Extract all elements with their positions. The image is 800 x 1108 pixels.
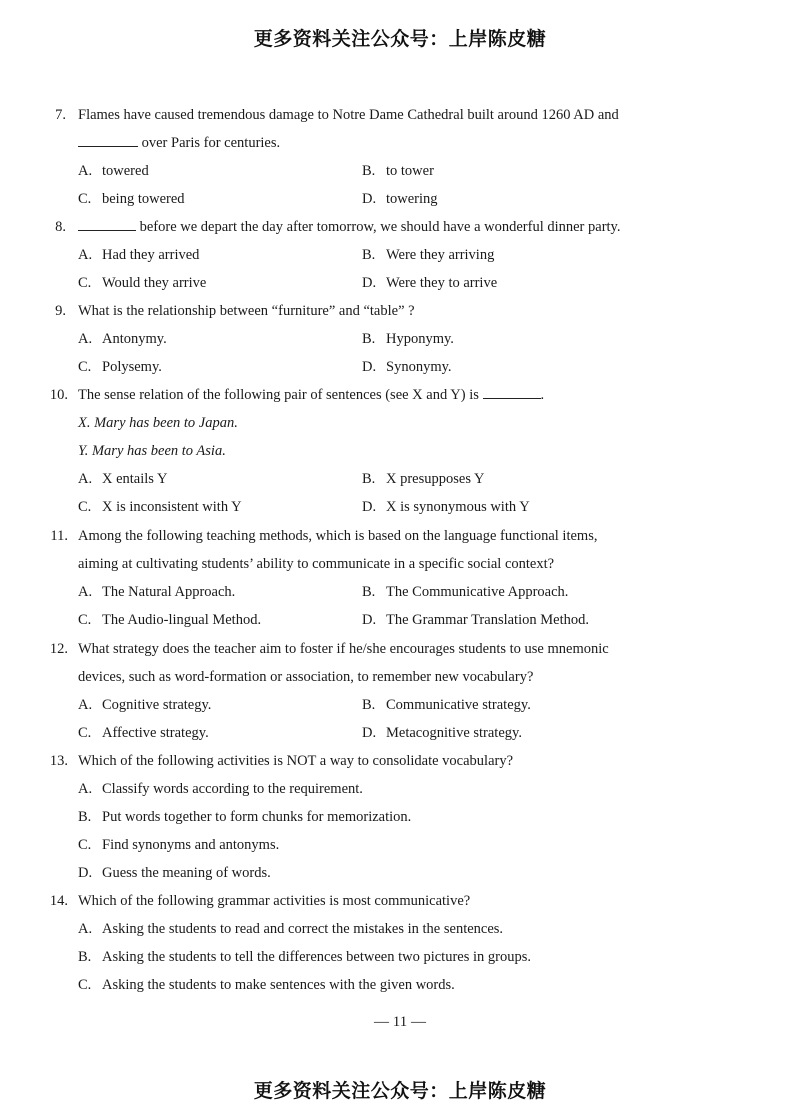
question-number: 7. <box>55 107 66 123</box>
option-b: B. Hyponymy. <box>362 331 454 347</box>
option-a: A. Antonymy. <box>78 331 167 347</box>
option-b: B. to tower <box>362 163 434 179</box>
question-stem: Flames have caused tremendous damage to Notre Dame Cathedral built around 1260 AD and <box>78 107 619 123</box>
option-b: B. Put words together to form chunks for memorization. <box>78 809 412 825</box>
option-d: D. The Grammar Translation Method. <box>362 612 589 628</box>
answer-blank <box>78 134 138 147</box>
option-d: D. Were they to arrive <box>362 275 498 291</box>
option-c: C. The Audio-lingual Method. <box>78 612 262 628</box>
question-stem: before we depart the day after tomorrow, we should have a wonderful dinner party. <box>78 218 621 236</box>
question-number: 14. <box>49 893 68 909</box>
question-stem-cont: aiming at cultivating students’ ability to communicate in a specific social context? <box>78 556 555 572</box>
option-c: C. Affective strategy. <box>78 725 209 741</box>
question-number: 10. <box>49 387 68 403</box>
option-b: B. Were they arriving <box>362 247 495 263</box>
answer-blank <box>483 386 541 399</box>
question-number: 11. <box>50 528 68 544</box>
option-b: B. Communicative strategy. <box>362 697 531 713</box>
option-c: C. Would they arrive <box>78 275 207 291</box>
option-c: C. X is inconsistent with Y <box>78 499 242 515</box>
option-a: A. Classify words according to the requirement. <box>78 781 363 797</box>
option-a: A. Had they arrived <box>78 247 200 263</box>
option-a: A. Asking the students to read and correct the mistakes in the sentences. <box>78 921 504 937</box>
page-number: — 11 — <box>374 1014 426 1030</box>
option-c: C. Polysemy. <box>78 359 162 375</box>
option-a: A. The Natural Approach. <box>78 584 236 600</box>
option-b: B. X presupposes Y <box>362 471 485 487</box>
header-banner: 更多资料关注公众号：上岸陈皮糖 <box>253 28 547 50</box>
option-b: B. Asking the students to tell the differences between two pictures in groups. <box>78 949 531 965</box>
option-d: D. X is synonymous with Y <box>362 499 530 515</box>
question-stem: Among the following teaching methods, which is based on the language functional items, <box>78 528 598 544</box>
question-number: 12. <box>49 641 68 657</box>
question-stem-cont: devices, such as word-formation or association, to remember new vocabulary? <box>78 669 534 685</box>
question-stem-cont: over Paris for centuries. <box>78 134 280 152</box>
option-d: D. Guess the meaning of words. <box>78 865 271 881</box>
option-a: A. Cognitive strategy. <box>78 697 212 713</box>
option-b: B. The Communicative Approach. <box>362 584 569 600</box>
option-a: A. towered <box>78 163 149 179</box>
option-c: C. Asking the students to make sentences with the given words. <box>78 977 455 993</box>
sentence-x: X. Mary has been to Japan. <box>78 415 238 431</box>
question-number: 9. <box>55 303 66 319</box>
question-number: 8. <box>55 219 66 235</box>
question-stem: What strategy does the teacher aim to foster if he/she encourages students to use mnemonic <box>78 641 609 657</box>
question-stem: Which of the following activities is NOT a way to consolidate vocabulary? <box>78 753 514 769</box>
question-stem: Which of the following grammar activities is most communicative? <box>78 893 471 909</box>
question-stem: The sense relation of the following pair of sentences (see X and Y) is . <box>78 387 545 403</box>
question-number: 13. <box>49 753 68 769</box>
option-d: D. Synonymy. <box>362 359 452 375</box>
option-d: D. Metacognitive strategy. <box>362 725 522 741</box>
option-d: D. towering <box>362 191 438 207</box>
sentence-y: Y. Mary has been to Asia. <box>78 443 226 459</box>
question-stem: What is the relationship between “furniture” and “table” ? <box>78 303 415 319</box>
answer-blank <box>78 218 136 231</box>
footer-banner: 更多资料关注公众号：上岸陈皮糖 <box>253 1080 547 1102</box>
option-c: C. being towered <box>78 191 185 207</box>
option-c: C. Find synonyms and antonyms. <box>78 837 280 853</box>
option-a: A. X entails Y <box>78 471 168 487</box>
